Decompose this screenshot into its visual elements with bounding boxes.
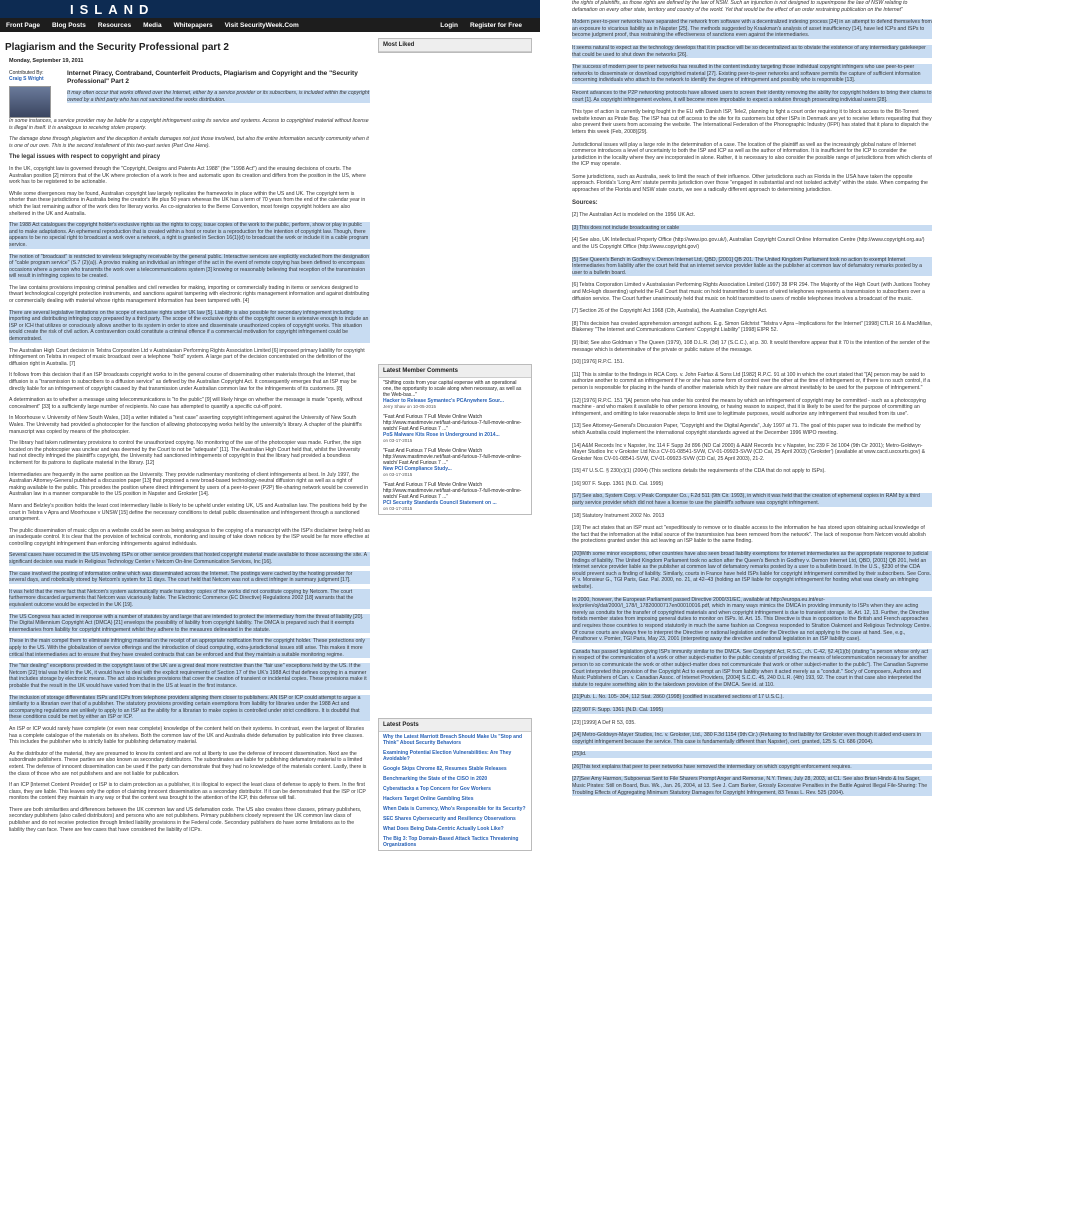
source-note: [11] This is similar to the findings in RCA Corp. v. John Fairfax & Sons Ltd [1982] R.P.C. 91 at 100 in which the court stated that "[A] person may be said to authorize another to commit an infringement if he or she has some form of control over the other at the time of infringement or, if there is no such control, if a person is responsible for placing in the hands of another materials which by their nature are almost inevitably to be used for the purpose of infringement." <box>572 371 931 391</box>
article-paragraph: In some instances, a service provider may be liable for a copyright infringement using its service and systems. Access to copyrighted material without license is illegal in itself. It is analogous to receiving stolen property. <box>9 118 369 131</box>
article-body <box>9 70 370 1228</box>
continuation-paragraph: Jurisdictional issues will play a large role in the determination of a case. The location of the plaintiff as well as the increasingly global nature of Internet commerce introduces a level of uncertainty to both the ISP and ICP as well as the author of information. It is insufficient for the ICP to consider the jurisdiction in the locality where they are incorporated in alone. Rather, it is necessary to also consider the possible range of jurisdictions from which clients of the ICP may operate. <box>572 141 932 168</box>
byline <box>9 70 370 118</box>
author-avatar <box>9 86 51 118</box>
article-subhead: Internet Piracy, Contraband, Counterfeit Products, Plagiarism and Copyright and the "Security Professional" Part 2 <box>67 70 358 85</box>
source-note: [26]This text explains that peer to peer networks have removed the intermediary on which copyright enforcement requires. <box>572 764 932 771</box>
article-paragraph: If an ICP [Internet Content Provider] or ISP is to claim protection as a publisher, it is illogical to expect the least class of defense to apply to them. In the first class, they are liable. This leaves only the option of claiming innocent dissemination as a secondary distributor. If it can be demonstrated that the ISP or ICP monitors the content they maintain in any way or that the content was brought to the attention of the ICP, this defense will fail. <box>9 782 366 802</box>
continuation-paragraph: Some jurisdictions, such as Australia, seek to limit the reach of their influence. Other jurisdictions such as Florida in the USA have taken the opposite approach. Florida's 'Long Arm' statute permits jurisdiction over those "engaged in substantial and not isolated activity" within the state. When comparing the approaches of the Florida and NSW state courts, we see a radically different approach to determining jurisdiction. <box>572 173 928 194</box>
source-note: [6] Telstra Corporation Limited v Australasian Performing Rights Association Limited (1997) 38 IPR 294. The Majority of the High Court (with Justices Toohey and McHugh dissenting) upheld the Full Court that music on hold transmitted to users of wired telephones represents a transmission to subscribers over a diffusion service. The Court further unanimously held that music on hold transmitted to users of mobile telephones involves a broadcast of the music. <box>572 282 931 302</box>
nav-whitepapers[interactable]: Whitepapers <box>173 21 213 29</box>
nav-resources[interactable]: Resources <box>97 21 132 29</box>
article-paragraph: The library had taken rudimentary provisions to control the unauthorized copying. No monitoring of the use of the photocopier was made. Further, the sign located on the photocopier was unclear and was deemed by the Court to not be "adequate" [11]. The Australian High Court held that, whilst the University had not directly infringed the plaintiff's copyright, the University had sanctioned infringements of copyright in that the library had provided a boundless incitement for its patrons to duplicate material in the library. [12] <box>9 440 362 466</box>
latest-post-link[interactable]: SEC Shares Cybersecurity and Resiliency Observations <box>383 816 516 822</box>
comment-item: "Fast And Furious 7 Full Movie Online Watch http://www.mastimovie.net/fast-and-furious-7-full-movie-online-watch/ Fast And Furious 7 ..." PoS Malware Kits Rose in Underground in 2014... on 03-17-2015 <box>383 414 522 443</box>
latest-post-link[interactable]: Benchmarking the State of the CISO in 2020 <box>383 776 488 782</box>
source-note: [2] The Australian Act is modeled on the 1956 UK Act. <box>572 212 696 219</box>
source-note: [16] 907 F. Supp. 1361 (N.D. Cal. 1995) <box>572 480 664 487</box>
source-note: [13] See Attorney-General's Discussion Paper, "Copyright and the Digital Agenda", July 1997 at 71. The goal of this paper was to indicate the method by which Australia could implement the international copyright standards agreed at the December 1996 WIPO meeting. <box>572 423 921 436</box>
source-note: [15] 47 U.S.C. § 230(c)(1) (2004) (This sections details the requirements of the CDA that do not apply to ISPs). <box>572 468 826 475</box>
source-note: [24] Metro-Goldwyn-Mayer Studios, Inc. v. Grokster, Ltd., 380 F.3d 1154 (9th Cir.) (Refusing to find liability for Grokster even though it aided end-users in copyright infringement because the service. This case is fundamentally different than Napster), cert. granted, 125 S. Ct. 686 (2004). <box>572 732 932 745</box>
continuation-paragraph: Recent advances to the P2P networking protocols have allowed users to screen their identity removing the ability for copyright holders to bring their claims to court [1]. As copyright infringement evolves, it will become more improbable to expect a solution through prosecuting individual users [28]. <box>572 89 932 103</box>
latest-post-link[interactable]: Why the Latest Marriott Breach Should Make Us "Stop and Think" About Security Behaviors <box>383 734 523 746</box>
login-link[interactable]: Login <box>440 21 458 29</box>
comment-post-link[interactable]: Hacker to Release Symantec's PCAnywhere Sour... <box>383 398 504 404</box>
nav-securityweek[interactable]: Visit SecurityWeek.Com <box>224 21 299 29</box>
latest-posts-heading: Latest Posts <box>379 719 531 732</box>
site-logo[interactable]: ISLAND <box>70 2 155 17</box>
most-liked-heading: Most Liked <box>379 39 531 52</box>
article-paragraph: It follows from this decision that if an ISP broadcasts copyright works to in the general course of disseminating other materials through the Internet, that diffusion is a "transmission to subscribers to a diffusion service" as defined by the Australian Copyright Act. It consequently emerges that an ISP may be directly liable for an infringement of copyright caused by that transmission under Australian common law for the infringements of its customers. [8] <box>9 372 357 392</box>
article-paragraph: The inclusion of storage differentiates ISPs and ICPs from telephone providers aligning them closer to publishers. AN ISP or ICP could attempt to argue a similarity to a librarian over that of a publisher. The statutory provisions providing certain exemptions from liability for libraries under the 1988 Act and accompanying regulations are unlikely to apply to an ISP as the ability for a librarian to make copies is controlled under strict conditions. It is doubtful that these conditions could be met by either an ISP or ICP. <box>9 695 370 721</box>
author-block <box>9 70 61 118</box>
article-paragraph: Mann and Belzley's position holds the least cost intermediary liable is likely to be upheld under existing UK, US and Australian law. The positions held by the court in Telstra v Apra and Moorhouse v UNSW [15] define the necessary conditions to detail public dissemination and infringement through a sanctioned arrangement. <box>9 502 367 523</box>
article-paragraph: In the UK, copyright law is governed through the "Copyright, Designs and Patents Act 1988" (the "1998 Act") and the ensuing decisions of courts. The Australian position [2] mirrors that of the UK where protection of a work is free and automatic upon its creation and differs from the position in the US, where work has to be registered to be actionable. <box>9 165 366 186</box>
article-lead: It may often occur that works offered over the Internet, either by a service provider or its subscribers, is included within the copyright owned by a third party who has not sanctioned the works distribution. <box>67 90 370 103</box>
article-paragraph: There are both similarities and differences between the UK common law and US defamation code. The US also creates three classes, primary publishers, secondary publishers (also called distributors) and persons who are not publishers. Primary publishers closely represent the UK common law class of publisher and do not receive protection through limited liability provisions in the Federal code. Secondary publishers do have some limitations as to the liability they can face. There are few cases that have considered the liability of ICPs. <box>9 806 362 833</box>
source-note: [9] Ibid; See also Goldman v The Queen (1979), 108 D.L.R. (3d) 17 (S.C.C.), at p. 30. It would therefore appear that it 70 is the intention of the sender of the message which is determinative of the private or public nature of the message. <box>572 339 930 353</box>
source-note: [4] See also, UK Intellectual Property Office (http://www.ipo.gov.uk/), Australian Copyright Council Online Information Centre (http://www.copyright.org.au/) and the US Copyright Office (http://www.copyright.gov/) <box>572 237 925 251</box>
article-paragraph: The public dissemination of music clips on a website could be seen as being analogous to the copying of a manuscript with the ISP's disclaimer being held as an inadequate control. It is clear that the provision of technical controls, monitoring and issuing of take down notices by the ISP would be far more effective at controlling copyright infringement than enforcing infringements against individuals. <box>9 527 370 547</box>
comment-item: "Fast And Furious 7 Full Movie Online Watch http://www.mastimovie.net/fast-and-furious-7-full-movie-online-watch/ Fast And Furious 7 ..." PCI Security Standards Council Statement on ... on 03-17-2015 <box>383 482 522 511</box>
source-note: [23] [1999] A Def R 53, 035. <box>572 719 636 726</box>
nav-front-page[interactable]: Front Page <box>6 21 40 29</box>
source-note: [18] Statutory Instrument 2002 No. 2013 <box>572 512 665 519</box>
nav-blog-posts[interactable]: Blog Posts <box>51 21 86 29</box>
comment-post-link[interactable]: New PCI Compliance Study... <box>383 466 452 472</box>
continuation-paragraph: The success of modern peer to peer networks has resulted in the content industry targeting those individual copyright infringers who use peer-to-peer networks to disseminate or download copyrighted material [27]. Existing peer-to-peer networks and software permits the capture of sufficient information concerning individuals who attach to the network to identify the degree of infringement and possibly who is responsible [13]. <box>572 64 932 84</box>
article-paragraph: The case involved the posting of information online which was disseminated across the Internet. The postings were cached by the hosting provider for several days, and robotically stored by Netcom's system for 11 days. The court held that Netcom was not a direct infringer in summary judgment [17]. <box>9 571 370 584</box>
latest-post-link[interactable]: Google Skips Chrome 82, Resumes Stable Releases <box>383 766 507 772</box>
article-paragraph: The law contains provisions imposing criminal penalties and civil remedies for making, importing or commercially trading in items or services designed to thwart technological copyright protection instruments, and sanctions against tampering with electronic rights management information and against distributing or commercially dealing with material whose rights management information has been tampered with. [4] <box>9 284 370 305</box>
latest-comments-box <box>378 364 532 515</box>
article-paragraph: Intermediaries are frequently in the same position as the University. They provide rudimentary monitoring of client infringements at best. In July 1997, the Australian Attorney-General published a discussion paper [13] that proposed a new broad-based technology-neutral diffusion right as well as a right of making available to the public. This provides the position where direct infringement by users of a peer-to-peer (P2P) file-sharing network would be covered in Australian law in a manner comparable to the US position in Napster and Grokster [14]. <box>9 471 369 498</box>
continuation-paragraph: This type of action is currently being fought in the EU with Danish ISP, Tele2, planning to fight a court order requiring it to block access to the Bit-Torrent website known as Pirate Bay. The ISP has cut off access to the site for its customers but other ISPs in Denmark are yet to receive letters requesting that they also prevent their users from accessing the website. The International Federation of the Phonographic Industry (IFPI) has stated that it plans to dispatch the letters this week (Feb, 2008)[29]. <box>572 109 932 135</box>
article-paragraph: In Moorhouse v. University of New South Wales, [10] a writer initiated a "test case" asserting copyright infringement against the University of New South Wales. The University had provided a photocopier for the function of allowing photocopying works held by the university's library. A chapter of the plaintiff's manuscript was copied by means of the photocopier. <box>9 415 362 435</box>
latest-post-link[interactable]: The Big 3: Top Domain-Based Attack Tactics Threatening Organizations <box>383 836 519 848</box>
source-note: [25]Id. <box>572 751 932 758</box>
latest-post-link[interactable]: When Data is Currency, Who's Responsible for its Security? <box>383 806 526 812</box>
article-paragraph: The 1988 Act catalogues the copyright holder's exclusive rights as the rights to copy, issue copies of the work to the public, perform, show or play in public and to make adaptations. An ephemeral reproduction that is created within a host or router is a reproduction for the intention of copyright law. Though, there appears to be no special right to broadcast a work over a network, a right is granted in Section 16(1)(d) to broadcast the work or include it in a cable program service. <box>9 222 369 248</box>
continuation-paragraph: Modern peer-to-peer networks have separated the network from software with a decentralized indexing process [24] in an attempt to defend themselves from an exposure to vicarious liability as in Napster [25]. The methods suggested by Kraakman's analysis of asset insufficiency [14], have led ICPs and ISPs to become judgment proof, thus restraining the effectiveness of sanctions even against the intermediaries. <box>572 19 932 39</box>
source-note: [5] See Queen's Bench in Godfrey v. Demon Internet Ltd, QBD, [2001] QB 201. The United Kingdom Parliament took no action to exempt Internet Intermediaries from liability after the court held that an internet service provider liable as the publisher at common law of defamatory remarks posted by a user to a bulletin board. <box>572 257 932 277</box>
source-note: [27]See Amy Harmon, Subpoenas Sent to File Sharers Prompt Anger and Remorse, N.Y. Times, July 28, 2003, at C1. See also Brian Hindo & Ira Sager, Music Pirates: Still on Board, Bus. Wk., Jan. 26, 2004, at 13. See J. Cam Barker, Grossly Excessive Penalties in the Battle Against Illegal File-Sharing: The Troubling Effects of Aggregating Minimum Statutory Damages for Copyright Infringement, 83 Texas L. Rev. 525 (2004). <box>572 776 932 796</box>
register-link[interactable]: Register for Free <box>469 21 522 29</box>
comment-item: "Fast And Furious 7 Full Movie Online Watch http://www.mastimovie.net/fast-and-furious-7-full-movie-online-watch/ Fast And Furious 7 ..." New PCI Compliance Study... on 03-17-2015 <box>383 448 522 477</box>
article-paragraph: Several cases have occurred in the US involving ISPs or other service providers that hosted copyright material made available to those accessing the site. A significant decision was made in Religious Technology Center v Netcom On-line Communication Services, Inc [16]. <box>9 552 370 565</box>
latest-post-link[interactable]: Hackers Target Online Gambling Sites <box>383 796 474 802</box>
article-paragraph: It was held that the mere fact that Netcom's system automatically made transitory copies of the works did not constitute copying by Netcom. The court furthermore discarded arguments that Netcom was vicariously liable. The Electronic Commerce (EC Directive) Regulations 2002 [18] warrants that the equivalent outcome would be expected in the UK [19]. <box>9 589 370 609</box>
source-note: [10] [1976] R.P.C. 151. <box>572 359 625 366</box>
article-paragraph: A determination as to whether a message using telecommunications is "to the public" [9] will likely hinge on whether the message is made "openly, without concealment" [33] to a sufficiently large number of recipients. No case has attempted to quantify a specific cut-off point. <box>9 397 363 410</box>
contributed-label: Contributed By: <box>9 70 44 76</box>
source-note: [7] Section 26 of the Copyright Act 1968 (Cth, Australia), the Australian Copyright Act. <box>572 308 768 315</box>
source-note: In 2000, however, the European Parliament passed Directive 2000/31/EC, available at http://europa.eu.int/eur-lex/pri/en/oj/dat/2000/l_178/l_17820000717en00010016.pdf, which in many ways mimics the DMCA in providing immunity to ISPs when they are acting merely as conduits for the transfer of copyrighted materials and when copyright infringement is due to transient storage. Id. Art. 12, 13. Further, the Directive forbids member states from imposing general duties to monitor on ISPs. Id. Art. 15. This Directive is thus in opposition to the British and French approaches and requires those countries to respond statutorily in much the same fashion as Congress responded to Stratton Oakmont and Religious Technology Centre. Of course courts are always free to interpret the Directive or national legislation under the Directive as not applying to the case at hand. See, e.g., Perathoner v. Pomier, TGI Paris, May 23, 2001 (interpreting away the directive and national legislation in an ISP liability case). <box>572 596 931 643</box>
continuation-paragraph: It seems natural to expect as the technology develops that it in practice will be so decentralized as to obviate the existence of any intermediary gatekeeper that could be used to shut down the networks [26]. <box>572 45 932 58</box>
comment-post-link[interactable]: PoS Malware Kits Rose in Underground in 2014... <box>383 432 500 438</box>
sources-page <box>572 0 932 1228</box>
article-paragraph: The "fair dealing" exceptions provided in the copyright laws of the UK are a great deal more restrictive than the "fair use" exceptions held by the US. If the Netcom [22] trial was held in the UK, it would have to deal with the explicit requirements of Section 17 of the UK's 1988 Act that defines copying in a manner that includes storage by electronic means. The act also includes provisions that cover the creation of transient or incidental copies. These provisions make it probable that the result in the UK would have varied from that in the US at least in the first instance. <box>9 663 370 689</box>
source-note: [12] [1976] R.P.C. 151 "[A] person who has under his control the means by which an infringement of copyright may be committed - such as a photocopying machine - and who makes it available to other persons knowing, or having reason to suspect, that it is likely to be used for the purpose of committing an infringement, and omitting to take reasonable steps to limit use to legitimate purposes, would authorize any infringement that resulted from its use". <box>572 397 926 417</box>
source-note: [17] See also, System Corp. v Peak Computer Co., F.2d 511 (9th Cir. 1993), in which it was held that the creation of ephemeral copies in RAM by a third party service provider which did not have a license to use the plaintiff's software was copyright infringement. <box>572 493 932 506</box>
sources-heading: Sources: <box>572 199 598 206</box>
article-paragraph: As the distributor of the material, they are presumed to know its content and are not at liberty to use the defense of innocent dissemination. Next are the subordinate publishers. These parties are also known as secondary distributors. The subordinates are liable for publishing defamatory material to a limited extent. The defense of innocent dissemination can be used if the party can demonstrate that they had no knowledge of the materials content. Lastly, there is the class of those who are not publishers and are not liable for publication. <box>9 750 367 777</box>
source-note: [3] This does not include broadcasting or cable <box>572 225 932 232</box>
continuation-paragraph: the rights of plaintiffs, as those rights are defined by the law of NSW. Such an injunction is not designed to superimpose the law of NSW relating to defamation on every other state, territory and country of the world. Yet that would be the effect of an order restraining publication on the Internet" <box>572 0 908 13</box>
latest-post-link[interactable]: What Does Being Data-Centric Actually Look Like? <box>383 826 504 832</box>
source-note: [22] 907 F. Supp. 1361 (N.D. Cal. 1995) <box>572 707 932 714</box>
article-paragraph: The US Congress has acted in response with a number of statutes by and large that are intended to protect the intermediary from the threat of liability [20]. The Digital Millennium Copyright Act (DMCA) [21] envelops the possibility of liability from copyright liability. The DMCA is prepared such that it exempts intermediaries from liability for copyright infringement whilst they adhere to the measures delineated in the statute. <box>9 614 370 634</box>
article-paragraph: These in the main compel them to eliminate infringing material on the receipt of an appropriate notification from the copyright holder. These protections only apply to the US. With the globalization of service offerings and the introduction of cloud computing, extra-jurisdictional issues still arise. This makes it more critical that intermediaries act to ensure that they have created contracts that can be enforced and that they maintain a suitable monitoring regime. <box>9 638 370 658</box>
article-paragraph: The notion of "broadcast" is restricted to wireless telegraphy receivable by the general public. Interactive services are explicitly excluded from the designation of "cable program service" (S.7 (2)(a)). A proviso making an individual an infringer of the act in the event of remote copying has been defined to encompass occasions where a person who transmits the work over a telecommunications system [3] knowing or reasonably believing that reception of the transmission will result in infringing copies to be created. <box>9 253 370 280</box>
latest-post-link[interactable]: Examining Potential Election Vulnerabilities: Are They Avoidable? <box>383 750 512 762</box>
article-paragraph: The Australian High Court decision in Telstra Corporation Ltd v Australasian Performing Rights Association Limited [6] imposed primary liability for copyright infringement on Telstra in respect of music broadcast over a telephone "hold" system. A large part of the decision concentrated on the definition of the diffusion right in Australia. [7] <box>9 347 365 367</box>
article-paragraph: While some divergences may be found, Australian copyright law largely replicates the frameworks in place within the US and UK. The copyright term is shorter than these jurisdictions in Australia being the creator's life plus 50 years whereas the UK has a term of 70 years from the end of the calendar year in which the last remaining author of the work dies for literary works. As co-signatories to the Berne Convention, most foreign copyright holders are also sheltered in the UK and Australia. <box>9 190 366 217</box>
source-note: [21]Pub. L. No. 105- 304, 112 Stat. 2860 (1998) (codified in scattered sections of 17 U.S.C.). <box>572 694 932 701</box>
most-liked-box <box>378 38 532 53</box>
source-note: Canada has passed legislation giving ISPs immunity similar to the DMCA. See Copyright Act, R.S.C., ch. C-42, §2.4(1)(b) (stating "a person whose only act in respect of the communication of a work or other subject-matter to the public consists of providing the means of telecommunication necessary for another person to so communicate the work or other subject-matter does not communicate that work or other subject-matter to the public"). The Canadian Supreme Court interpreted this provision of the Copyright Act to exempt an ISP from liability when it acted merely as a "conduit." Soc'y of Composers, Authors and Music Publishers of Can. v. Canadian Assoc. of Internet Providers, [2004] S.C.C. 45, 240 D.L.R. (4th) 193, 92. The court in that case also interpreted the statute to require something akin to the takedown provision of the DMCA. See id. at 110. <box>572 649 932 689</box>
source-note: [14] A&M Records Inc v Napster, Inc 114 F Supp 2d 896 (ND Cal 2000) & A&M Records Inc v Napster, Inc 239 F 3d 1004 (9th Cir 2001); Metro-Goldwyn-Mayer Studios Inc v Grokster Ltd No.s CV-01-08541-SVW, CV-01-09923-SVW (CD Cal, 25 April 2003) ('Grokster') (available at www.cacd.uscourts.gov) & Grokster Nos CV-01-08541-SVW, CV-01-09923-SVW (CD Cal, 25 April 2003), 21-2. <box>572 442 926 462</box>
main-nav <box>0 18 540 32</box>
article-paragraph: The damage done through plagiarism and the deception it entails damages not just those involved, but also the entire information security community when it is one of our own. This is the second installment of this two-part series (Part One Here). <box>9 136 369 149</box>
post-date: Monday, September 19, 2011 <box>9 58 84 64</box>
section-heading: The legal issues with respect to copyright and piracy <box>9 154 161 161</box>
latest-posts-box <box>378 718 532 851</box>
comment-item: "Shifting costs from your capital expense with an operational one, the opportunity to scale along when necessary, as well as the Web-bas..." Hacker to Release Symantec's PCAnywhere Sour... Jerry Shaw on 10-05-2015 <box>383 380 522 409</box>
source-note: [19] The act states that an ISP must act "expeditiously to remove or to disable access to the information he has stored upon obtaining actual knowledge of the fact that the information at the initial source of the transmission has been removed from the network". The lack of response from Netcom would abolish the protections granted under this act leaving an ISP liable to the same finding. <box>572 525 926 545</box>
comment-post-link[interactable]: PCI Security Standards Council Statement on ... <box>383 500 497 506</box>
article-paragraph: There are several legislative limitations on the scope of exclusive rights under UK law [5]. Liability is also possible for secondary infringement including importing and distributing infringing copy prepared by a third party. The scope of the exclusive rights of the copyright owner is extensive enough to include an ISP or ICH that utilizes or consciously allows another to its system in order to store and disseminate unauthorized copies of copyright works. This situation would create the risk of civil action. A contravention could constitute a criminal offence if a commercial motivation for copyright infringement could be demonstrated. <box>9 309 369 343</box>
site-header <box>0 0 540 18</box>
source-note: [8] This decision has created apprehension amongst authors. E.g. Simon Gilchrist "Telstra v Apra –Implications for the Internet" [1998] CTLR 16 & MacMillan, Blakeney "The Internet and Communications Carriers' Copyright Liability" [1998] EIPR 52. <box>572 320 932 334</box>
article-paragraph: An ISP or ICP would rarely have complete (or even near complete) knowledge of the content held on their systems. In contrast, even the largest of libraries has a complete catalogue of the materials on its shelves. Both the common law of the UK and Australia divide defamation by publication into three classes. This includes the publisher who is strictly liable for publishing defamatory material. <box>9 725 365 746</box>
source-note: [20]With some minor exceptions, other countries have also seen broad liability exemptions for internet intermediaries as the appropriate response to judicial findings of liability. The United Kingdom Parliament took no action after the Queen's Bench in Godfrey v. Demon Internet Ltd, QBD, [2001] QB 201, held an Internet service provider liable as the publisher at common law of defamatory remarks posted by a user to a bulletin board. In the U.S., §230 of the CDA would prevent such a finding of liability. Similarly, courts in France have held ISPs liable for copyright infringement committed by their subscribers. See Cons. P. v. Monsieur G., TGI Paris, Gaz. Pal. 2000, no. 21, at 42–43 (holding an ISP liable for copyright infringement for hosting what was clearly an infringing website). <box>572 551 932 590</box>
latest-comments-heading: Latest Member Comments <box>379 365 531 378</box>
author-link[interactable]: Craig S Wright <box>9 76 44 82</box>
page-title: Plagiarism and the Security Professional part 2 <box>5 42 229 53</box>
latest-post-link[interactable]: Cyberattacks a Top Concern for Gov Workers <box>383 786 491 792</box>
nav-media[interactable]: Media <box>143 21 162 29</box>
